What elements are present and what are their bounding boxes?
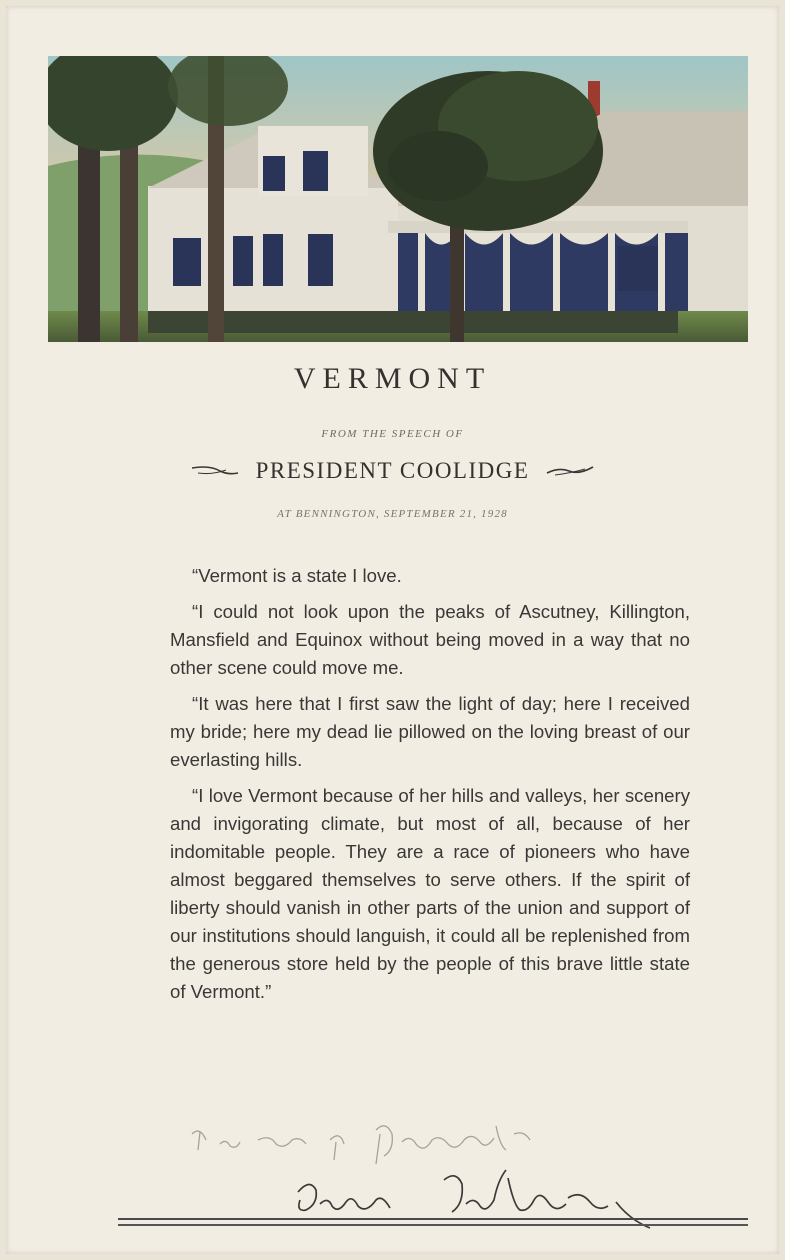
right-flourish-icon bbox=[545, 463, 595, 479]
bottom-rule-thin bbox=[118, 1224, 748, 1226]
president-name: PRESIDENT COOLIDGE bbox=[255, 458, 530, 483]
handwritten-signature bbox=[180, 1120, 660, 1230]
quote-paragraph: “Vermont is a state I love. bbox=[192, 565, 402, 586]
speech-date-line: AT BENNINGTON, SEPTEMBER 21, 1928 bbox=[277, 508, 508, 520]
bottom-rule-thick bbox=[118, 1218, 748, 1220]
left-flourish-icon bbox=[190, 463, 240, 479]
quote-paragraph: “I could not look upon the peaks of Ascutney, Killington, Mansfield and Equinox without being moved in a way that no other scene could move me. bbox=[170, 601, 690, 678]
page-title: VERMONT bbox=[293, 362, 492, 395]
house-photo-illustration bbox=[48, 56, 748, 342]
quote-paragraph: “I love Vermont because of her hills and valleys, her scenery and invigorating climate, but most of all, because of her indomitable people. They are a race of pioneers who have almost beggared themselves to serve others. If the spirit of liberty should vanish in other parts of the union and support of our institutions should languish, it could all be replenished from the generous store held by the people of this brave little state of Vermont.” bbox=[170, 785, 690, 1002]
from-speech-line: FROM THE SPEECH OF bbox=[321, 428, 464, 440]
speech-quote bbox=[170, 562, 690, 1014]
coolidge-homestead-photo bbox=[48, 56, 748, 342]
president-heading bbox=[0, 458, 785, 494]
signature-drawing bbox=[180, 1120, 660, 1230]
quote-paragraph: “It was here that I first saw the light of day; here I received my bride; here my dead lie pillowed on the loving breast of our everlasting hills. bbox=[170, 693, 690, 770]
